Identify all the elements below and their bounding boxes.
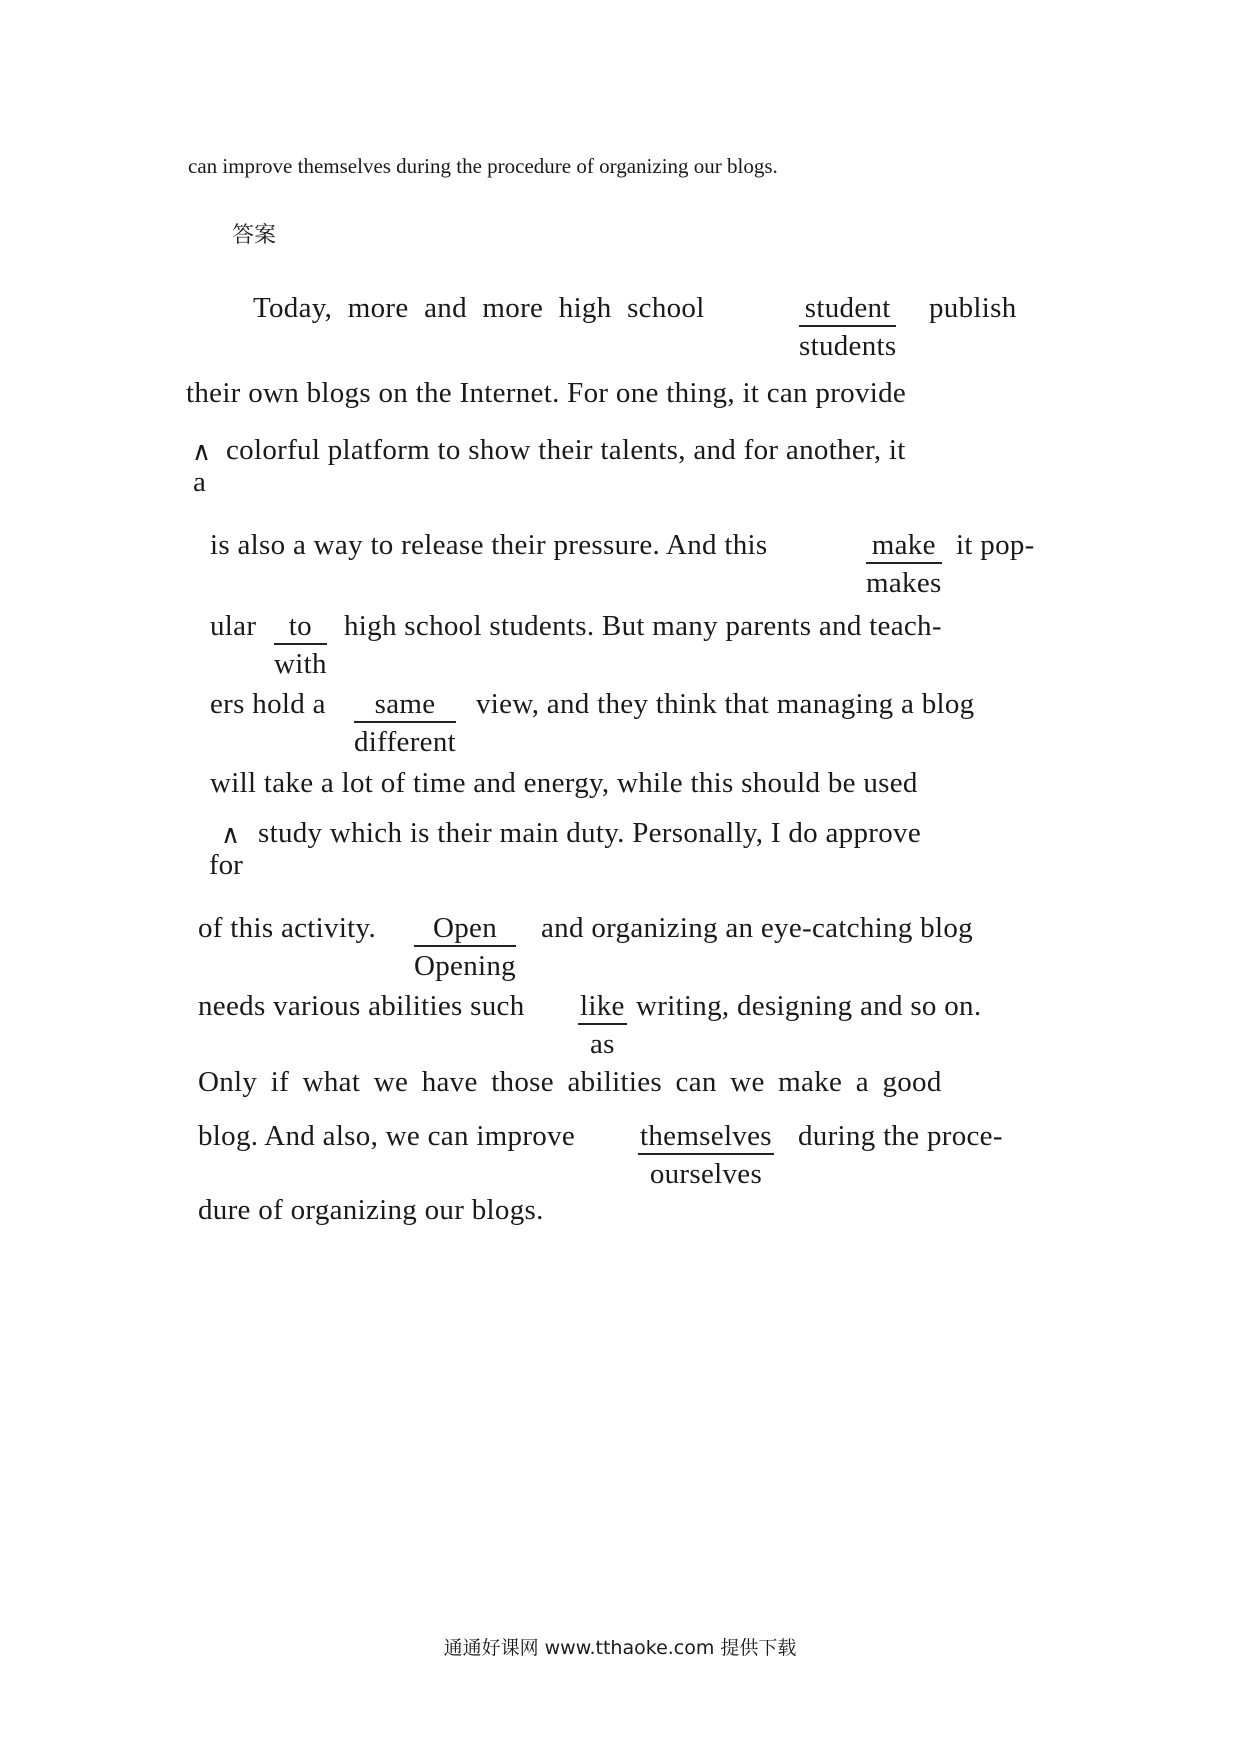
- passage-line-7: will take a lot of time and energy, while this should be used: [210, 767, 918, 799]
- passage-line-3: colorful platform to show their talents, and for another, it: [226, 434, 906, 466]
- original-word: student: [799, 292, 896, 327]
- passage-line-10-end: writing, designing and so on.: [636, 990, 982, 1022]
- original-word: Open: [414, 912, 516, 947]
- passage-line-1: Today, more and more high school: [253, 292, 705, 324]
- corrected-word: with: [274, 648, 327, 681]
- corrected-word: Opening: [414, 950, 516, 983]
- passage-line-6: ers hold a: [210, 688, 326, 720]
- passage-line-9-end: and organizing an eye-catching blog: [541, 912, 973, 944]
- corrected-word: makes: [866, 567, 942, 600]
- passage-line-2: their own blogs on the Internet. For one thing, it can provide: [186, 377, 907, 409]
- correction-to: [274, 610, 327, 682]
- corrected-word: as: [589, 1028, 615, 1061]
- top-line: can improve themselves during the procedure of organizing our blogs.: [188, 154, 778, 178]
- passage-line-1-end: publish: [929, 292, 1017, 324]
- passage-line-12: blog. And also, we can improve: [198, 1120, 576, 1152]
- passage-line-11: Only if what we have those abilities can we make a good: [198, 1066, 942, 1098]
- correction-same: [354, 688, 456, 760]
- corrected-word: ourselves: [649, 1158, 763, 1191]
- corrected-word: students: [799, 330, 897, 363]
- correction-themselves: [638, 1120, 774, 1192]
- footer-text: 通通好课网 www.tthaoke.com 提供下载: [443, 1637, 797, 1659]
- corrected-word: different: [354, 726, 457, 759]
- original-word: like: [578, 990, 627, 1025]
- passage-line-10: needs various abilities such: [198, 990, 525, 1022]
- correction-like: [578, 990, 627, 1062]
- passage-line-12-end: during the proce-: [798, 1120, 1003, 1152]
- passage-line-6-end: view, and they think that managing a blog: [476, 688, 975, 720]
- original-word: themselves: [638, 1120, 774, 1155]
- original-word: to: [274, 610, 327, 645]
- passage-line-5-end: high school students. But many parents and teach-: [344, 610, 942, 642]
- passage-line-4-end: it pop-: [956, 529, 1035, 561]
- original-word: same: [354, 688, 456, 723]
- passage-line-13: dure of organizing our blogs.: [198, 1194, 544, 1226]
- passage-line-4: is also a way to release their pressure. And this: [210, 529, 768, 561]
- passage-line-5: ular: [210, 610, 257, 642]
- insertion-mark: ∧: [192, 437, 212, 467]
- correction-make: [866, 529, 942, 601]
- correction-open: [414, 912, 516, 984]
- passage-line-8: study which is their main duty. Personally, I do approve: [258, 817, 922, 849]
- correction-student: [799, 292, 896, 364]
- passage-line-9: of this activity.: [198, 912, 376, 944]
- original-word: make: [866, 529, 942, 564]
- inserted-word-for: for: [209, 849, 243, 881]
- insertion-mark: ∧: [221, 820, 241, 850]
- answer-label: 答案: [232, 223, 277, 248]
- inserted-word-a: a: [193, 466, 206, 498]
